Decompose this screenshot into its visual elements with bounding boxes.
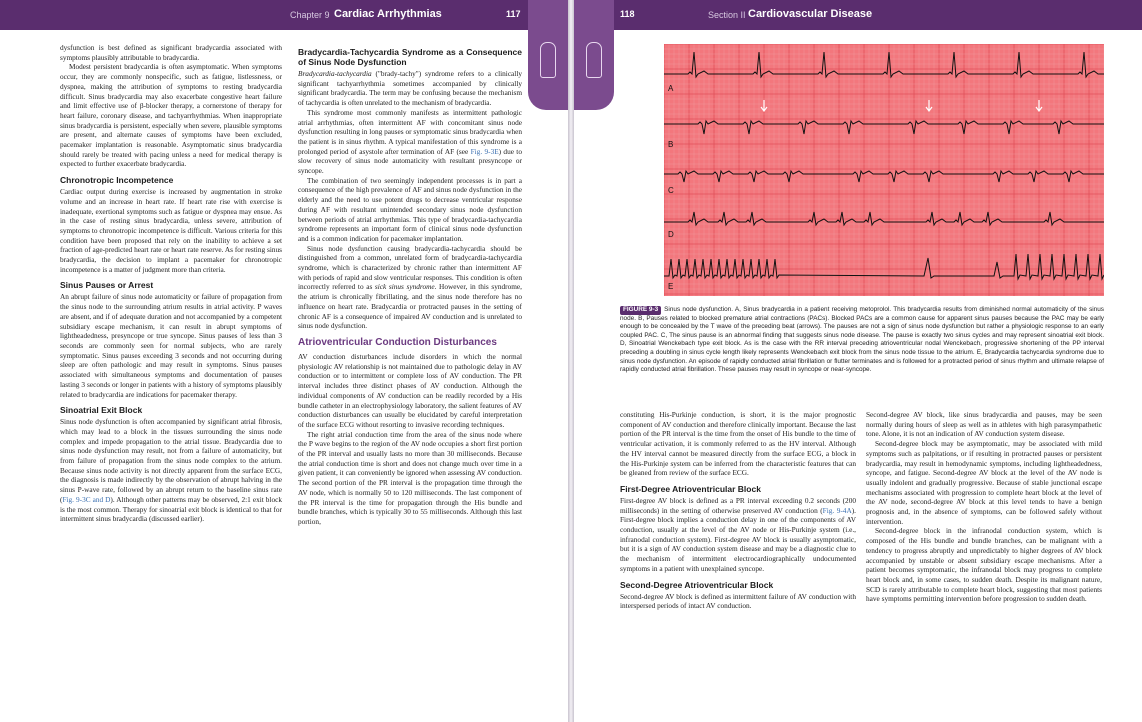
paragraph: Modest persistent bradycardia is often asymptomatic. When symptoms occur, they are commonly nonspecific, such as fatigue, listlessness, or dyspnea, making the attribution of symptoms to resting bradycardia difficult. Sinus bradycardia may also exacerbate congestive heart failure and limit effective use of β-blocker therapy, a cornerstone of therapy for heart failure, coronary disease, and tachyarrhythmias. When inappropriate sinus bradycardia is persistent, especially when severe, plausible symptoms are present, and alternate causes of symptoms have been excluded, pacemaker implantation is reasonable. Asymptomatic sinus bradycardia should rarely be treated with pacing unless a need for medical therapy is expected to further exacerbate bradycardia. bbox=[60, 62, 282, 169]
section-heading: First-Degree Atrioventricular Block bbox=[620, 483, 761, 494]
strip-label-b: B bbox=[668, 140, 674, 149]
major-heading: Atrioventricular Conduction Disturbances bbox=[298, 336, 497, 348]
heart-icon bbox=[540, 42, 556, 78]
ecg-figure bbox=[664, 44, 1104, 296]
right-column-1 bbox=[620, 410, 856, 611]
page-number: 117 bbox=[506, 9, 521, 19]
paragraph: Second-degree block may be asymptomatic, may be associated with mild symptoms such as palpitations, or if resulting in protracted pauses or persistent bradycardia, may result in hemodynamic symptoms, including lightheadedness, syncope, and fatigue. Second-degree AV block at the level of the AV node is usually indolent and gradually progressive. Because of stable junctional escape mechanisms associated with progression to complete heart block at the level of the AV node, second-degree AV block at this level tends to have a benign prognosis and, in the absence of symptoms, can be followed safely without intervention. bbox=[866, 439, 1102, 526]
arrow-down-icon bbox=[761, 100, 767, 111]
figure-label: FIGURE 9-3 bbox=[620, 306, 661, 315]
paragraph: Cardiac output during exercise is increased by augmentation in stroke volume and an increase in heart rate. If heart rate rise with exercise is inadequate, exertional symptoms such as fatigue or dyspnea may ensue. As in the case of resting sinus bradycardia, unless severe, attribution of symptoms to chronotropic incompetence is difficult. Various criteria for this condition have been proposed that rely on the inability to achieve a set fraction of age-predicted heart rate or heart rate reserve. As for resting sinus bradycardia, the decision to implant a pacemaker for chronotropic incompetence is a matter of judgment more than criteria. bbox=[60, 187, 282, 274]
text-span: sick sinus syndrome bbox=[374, 282, 435, 292]
paragraph bbox=[60, 417, 282, 524]
strip-label-a: A bbox=[668, 84, 674, 93]
paragraph: constituting His-Purkinje conduction, is short, it is the major prognostic component of AV conduction and therefore clinically important. Because the last portion of the PR interval is the time from the onset of His bundle to the time of ventricular activation, it is commonly referred to as the HV interval. Although the HV interval cannot be measured directly from the surface ECG, a block in the His-Purkinje system can be inferred from the characteristic features that can be gleaned from review of the surface ECG. bbox=[620, 410, 856, 478]
section-heading: Bradycardia-Tachycardia Syndrome as a Consequence of Sinus Node Dysfunction bbox=[298, 47, 522, 67]
page-number: 118 bbox=[620, 9, 635, 19]
ecg-strips bbox=[664, 44, 1104, 296]
right-column-2 bbox=[866, 410, 1102, 604]
paragraph: An abrupt failure of sinus node automaticity or failure of propagation from the sinus node to the surrounding atrium results in atrial activity. P waves are absent, and if of adequate duration and not accompanied by a competent subsidiary escape mechanism, it can result in abrupt symptoms of lightheadedness, presyncope or true syncope. Sinus pauses of less than 3 seconds are commonly seen for normal subjects, who are rarely symptomatic. Sinus pauses exceeding 3 seconds and not occurring during sleep are often pathologic and may result in symptoms. Sinus pauses associated with simultaneous symptoms and documentation of pauses lasting 3 seconds or longer in patients with a history of symptoms plausibly related to bradycardia are indications for pacemaker therapy. bbox=[60, 292, 282, 399]
text-span: This syndrome most commonly manifests as intermittent pathologic atrial arrhythmias, often intermittent AF with concomitant sinus node dysfunction resulting in long pauses or symptomatic sinus bradycardia when the patient is in sinus rhythm. A typical manifestation of this syndrome is a prolonged period of asystole after termination of AF (see bbox=[298, 107, 522, 156]
figure-link[interactable]: Fig. 9-3E bbox=[470, 146, 499, 156]
paragraph bbox=[298, 244, 522, 331]
paragraph bbox=[298, 108, 522, 176]
section-heading: Sinus Pauses or Arrest bbox=[60, 280, 154, 291]
text-span: ("brady-tachy") syndrome refers to a clinically significant tachyarrhythmia sometimes accompanied by clinically significant bradycardia. The term may be confusing because the mechanism of tachycardia is often unrelated to the mechanism of bradycardia. bbox=[298, 69, 522, 108]
left-column-1 bbox=[60, 43, 282, 524]
arrow-down-icon bbox=[926, 100, 932, 111]
chapter-tab bbox=[528, 0, 568, 110]
text-span: First-degree AV block is defined as a PR interval exceeding 0.2 seconds (200 milliseconds) in the setting of otherwise preserved AV conduction ( bbox=[620, 495, 856, 515]
paragraph bbox=[620, 496, 856, 574]
paragraph: AV conduction disturbances include disorders in which the normal physiologic AV relationship is not maintained due to pathologic delay in AV conduction or to intermittent or complete loss of AV conduction. The PR interval includes three distinct phases of AV conduction. Although the individual components of AV conduction can be readily recorded by a His bundle catheter in an electrophysiology laboratory, the salient features of AV conduction disturbances can usually be elucidated by careful interpretation of the surface ECG without resorting to invasive recording techniques. bbox=[298, 351, 522, 429]
chapter-tab bbox=[574, 0, 614, 110]
arrow-down-icon bbox=[1036, 100, 1042, 111]
section-heading: Chronotropic Incompetence bbox=[60, 175, 174, 186]
left-page bbox=[0, 0, 568, 722]
caption-text: Sinus node dysfunction. A, Sinus bradycardia in a patient receiving metoprolol. This bradycardia results from diminished normal automaticity of the sinus node. B, Pauses related to blocked premature atrial contractions (PACs). Blocked PACs are a common cause for apparent sinus pauses because the PAC may be early enough to be concealed by the T wave of the preceding beat (arrows). The pauses are not a sign of sinus node dysfunction but rather a physiologic response to an early coupled PAC. C, The sinus pause is an abnormal finding that suggests sinus node disease. The pause is exactly two sinus cycles and may represent sinoatrial exit block. D, Sinoatrial Wenckebach type exit block. As is the case with the RR interval preceding atrioventricular nodal Wenckebach, progressive shortening of the PP interval preceding a doubling in sinus cycle length likely represents Wenckebach exit block from the sinus node tissue to the atrium. E, Bradycardia tachycardia syndrome due to sinus node dysfunction. An episode of rapidly conducted atrial fibrillation or flutter terminates and is followed for a protracted period of sinus rhythm and ultimate relapse of rapidly conducted atrial fibrillation. These pauses may result in syncope or near-syncope. bbox=[620, 306, 1104, 374]
strip-label-e: E bbox=[668, 282, 674, 291]
left-page-header bbox=[0, 0, 528, 30]
paragraph: Second-degree AV block is defined as intermittent failure of AV conduction with interspersed periods of intact AV conduction. bbox=[620, 591, 856, 611]
chapter-label: Chapter 9 bbox=[290, 10, 330, 20]
paragraph bbox=[298, 69, 522, 108]
figure-link[interactable]: Fig. 9-3C and D bbox=[62, 494, 111, 504]
figure-link[interactable]: Fig. 9-4A bbox=[822, 505, 852, 515]
chapter-title: Cardiac Arrhythmias bbox=[334, 8, 442, 20]
strip-label-d: D bbox=[668, 230, 674, 239]
text-span: Sinus node dysfunction causing bradycardia-tachycardia should be distinguished from a common, unrelated form of bradycardia-tachycardia syndrome, which is characterized by chronic rather than intermittent AF with periods of rapid and slow ventricular responses. This condition is often incorrectly referred to as bbox=[298, 243, 522, 292]
paragraph: The combination of two seemingly independent processes is in part a consequence of the high prevalence of AF and sinus node dysfunction in the elderly and the need to use potent drugs to decrease ventricular response during AF with resultant unintended secondary sinus node dysfunction between periods of atrial arrhythmias. This type of bradycardia-tachycardia syndrome represents an important form of clinical sinus node dysfunction and is a common indication for pacemaker implantation. bbox=[298, 175, 522, 243]
section-heading: Second-Degree Atrioventricular Block bbox=[620, 579, 774, 590]
strip-label-c: C bbox=[668, 186, 674, 195]
paragraph: The right atrial conduction time from the area of the sinus node where the P wave begins to the region of the AV node occupies a short first portion of the PR interval and usually lasts no more than 30 milliseconds. Because the atrial conduction time is short and does not change much over time in a given patient, it can conveniently be ignored when assessing AV conduction. The second portion of the PR interval is the propagation time through the AV node, which is normally 50 to 120 milliseconds. The last component of the PR interval is the time for propagation through the His bundle and bundle branches, which is typically 30 to 55 milliseconds. Although this last portion, bbox=[298, 429, 522, 526]
paragraph: Second-degree block in the infranodal conduction system, which is composed of the His bundle and bundle branches, can be malignant with a tendency to progress abruptly and unpredictably to higher degrees of AV block accompanied by unstable or absent subsidiary escape mechanisms. After a patient becomes symptomatic, the infranodal block may progress to complete heart block and, in some cases, to sudden death. Despite its malignant nature, SCD is rarely attributable to complete heart block, suggesting that most patients have symptoms permitting intervention before progression to sudden death. bbox=[866, 526, 1102, 604]
text-span: ) due to slow recovery of sinus node automaticity with resultant presyncope or syncope. bbox=[298, 146, 522, 176]
figure-caption bbox=[620, 306, 1104, 375]
right-page-header bbox=[614, 0, 1142, 30]
text-span: Bradycardia-tachycardia bbox=[298, 69, 372, 78]
heart-icon bbox=[586, 42, 602, 78]
right-page bbox=[574, 0, 1142, 722]
section-title: Cardiovascular Disease bbox=[748, 8, 873, 20]
text-span: Sinus node dysfunction is often accompanied by significant atrial fibrosis, which may lead to a block in the tissues surrounding the sinus node complex and impede propagation to the atrial tissue. Bradycardia due to sinus node dysfunction may result, not from a failure of automaticity, but from failure of propagation from the sinus node complex to the atrium. Because sinus node activity is not directly apparent from the surface ECG, the diagnosis is made indirectly by the observation of abrupt halving in the sinus P-wave rate, followed by an abrupt return to the baseline sinus rate ( bbox=[60, 417, 282, 504]
text-span: . However, in this syndrome, the atrium is chronically fibrillating, and the sinus node therefore has no influence on heart rate. Bradycardia or protracted pauses in the setting of chronic AF is a consequence of impaired AV conduction and is unrelated to sinus node dysfunction. bbox=[298, 282, 522, 331]
paragraph: Second-degree AV block, like sinus bradycardia and pauses, may be seen normally during hours of sleep as well as in athletes with high parasympathetic tone. Alone, it is not an indication of AV conduction system disease. bbox=[866, 410, 1102, 439]
section-label: Section II bbox=[708, 10, 746, 20]
section-heading: Sinoatrial Exit Block bbox=[60, 405, 143, 416]
text-span: ). Although other patterns may be observed, 2:1 exit block is the most common. Therapy for sinoatrial exit block is identical to that for intermittent sinus bradycardia (discussed earlier). bbox=[60, 494, 282, 524]
left-column-2 bbox=[298, 43, 522, 527]
text-span: ). First-degree block implies a conduction delay in one of the components of AV conduction, usually at the level of the AV node or His-Purkinje system (i.e., infranodal conduction system). First-degree AV block is usually asymptomatic, but it is a sign of AV conduction system disease and may be a diagnostic clue to the mechanism of intermittent electrocardiographically undocumented symptoms in a patient with unexplained syncope. bbox=[620, 505, 856, 573]
paragraph: dysfunction is best defined as significant bradycardia associated with symptoms plausibly attributable to bradycardia. bbox=[60, 43, 282, 62]
